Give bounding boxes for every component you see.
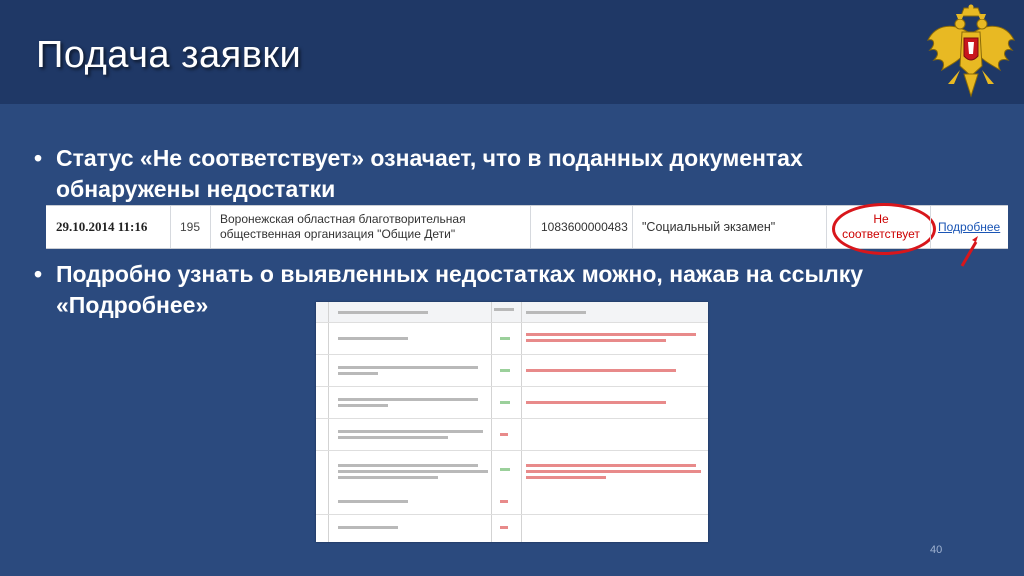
bullet-text: Статус «Не соответствует» означает, что в поданных документах обнаружены недостатки bbox=[56, 145, 803, 202]
screenshot-placeholder-text bbox=[500, 433, 508, 436]
status-highlight-oval bbox=[832, 203, 936, 255]
screenshot-placeholder-text bbox=[526, 464, 696, 467]
screenshot-placeholder-text bbox=[526, 401, 666, 404]
screenshot-placeholder-text bbox=[526, 369, 676, 372]
column-divider bbox=[632, 206, 633, 248]
column-divider bbox=[210, 206, 211, 248]
screenshot-placeholder-text bbox=[338, 470, 488, 473]
screenshot-divider bbox=[521, 302, 522, 542]
screenshot-placeholder-text bbox=[526, 470, 701, 473]
bullet-status-meaning bbox=[34, 143, 914, 205]
screenshot-placeholder-text bbox=[338, 398, 478, 401]
screenshot-placeholder-text bbox=[338, 404, 388, 407]
record-date: 29.10.2014 11:16 bbox=[56, 219, 148, 234]
screenshot-divider bbox=[316, 354, 708, 355]
column-divider bbox=[170, 206, 171, 248]
slide-title: Подача заявки bbox=[36, 34, 302, 76]
column-divider bbox=[826, 206, 827, 248]
record-status: Не соответствует bbox=[842, 212, 920, 241]
screenshot-placeholder-text bbox=[338, 311, 428, 314]
screenshot-placeholder-text bbox=[500, 401, 510, 404]
screenshot-placeholder-text bbox=[338, 464, 478, 467]
record-number: 195 bbox=[180, 220, 201, 234]
screenshot-divider bbox=[316, 450, 708, 451]
screenshot-divider bbox=[316, 418, 708, 419]
screenshot-placeholder-text bbox=[494, 308, 514, 311]
screenshot-placeholder-text bbox=[500, 369, 510, 372]
bullet-text: Подробно узнать о выявленных недостатках можно, нажав на ссылку «Подробнее» bbox=[56, 261, 864, 318]
screenshot-placeholder-text bbox=[500, 526, 508, 529]
screenshot-placeholder-text bbox=[526, 339, 666, 342]
details-link[interactable]: Подробнее bbox=[938, 220, 1001, 234]
screenshot-placeholder-text bbox=[338, 337, 408, 340]
screenshot-placeholder-text bbox=[526, 333, 696, 336]
bullet-dot-icon: • bbox=[34, 261, 43, 287]
screenshot-placeholder-text bbox=[338, 372, 378, 375]
screenshot-placeholder-text bbox=[526, 476, 606, 479]
screenshot-placeholder-text bbox=[338, 526, 398, 529]
screenshot-divider bbox=[316, 386, 708, 387]
record-inn: 1083600000483 bbox=[541, 220, 628, 234]
screenshot-placeholder-text bbox=[338, 436, 448, 439]
details-table-screenshot bbox=[316, 302, 708, 542]
screenshot-placeholder-text bbox=[526, 311, 586, 314]
record-exam: "Социальный экзамен" bbox=[642, 220, 776, 234]
screenshot-placeholder-text bbox=[338, 366, 478, 369]
coat-of-arms-icon bbox=[924, 4, 1018, 102]
application-record-row bbox=[46, 205, 1008, 249]
screenshot-divider bbox=[328, 302, 329, 542]
record-organization: Воронежская областная благотворительная общественная организация "Общие Дети" bbox=[220, 212, 466, 241]
screenshot-placeholder-text bbox=[500, 337, 510, 340]
column-divider bbox=[530, 206, 531, 248]
screenshot-divider bbox=[316, 514, 708, 515]
bullet-dot-icon: • bbox=[34, 145, 43, 171]
page-number: 40 bbox=[930, 544, 943, 556]
screenshot-divider bbox=[316, 322, 708, 323]
screenshot-placeholder-text bbox=[500, 500, 508, 503]
screenshot-placeholder-text bbox=[338, 476, 438, 479]
screenshot-placeholder-text bbox=[500, 468, 510, 471]
screenshot-placeholder-text bbox=[338, 430, 483, 433]
screenshot-divider bbox=[491, 302, 492, 542]
screenshot-placeholder-text bbox=[338, 500, 408, 503]
